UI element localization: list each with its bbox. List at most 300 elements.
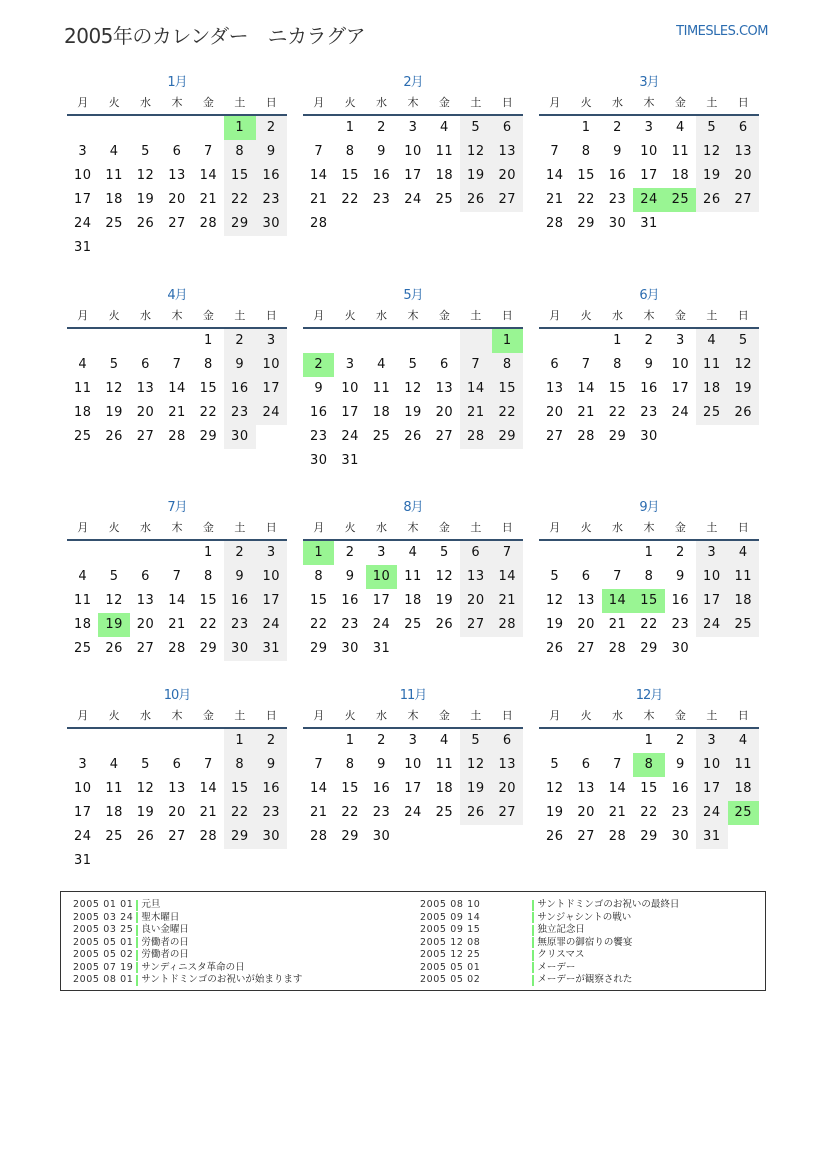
day-cell[interactable]: 3 bbox=[78, 757, 88, 772]
day-cell[interactable]: 6 bbox=[492, 729, 523, 753]
day-cell[interactable]: 4 bbox=[408, 545, 418, 560]
day-cell[interactable]: 20 bbox=[435, 405, 454, 420]
day-cell[interactable]: 5 bbox=[550, 569, 560, 584]
day-cell[interactable]: 17 bbox=[671, 381, 690, 396]
day-cell[interactable]: 1 bbox=[224, 729, 255, 753]
day-cell[interactable]: 17 bbox=[404, 168, 422, 183]
day-cell[interactable]: 30 bbox=[671, 829, 690, 844]
day-cell[interactable]: 3 bbox=[78, 144, 88, 159]
day-cell[interactable]: 27 bbox=[577, 641, 595, 656]
day-cell[interactable]: 25 bbox=[404, 617, 422, 632]
day-cell[interactable]: 25 bbox=[435, 192, 454, 207]
day-cell[interactable]: 11 bbox=[435, 757, 454, 772]
day-cell[interactable]: 16 bbox=[671, 593, 690, 608]
day-cell[interactable]: 4 bbox=[377, 357, 386, 372]
day-cell[interactable]: 27 bbox=[435, 429, 454, 444]
day-cell[interactable]: 19 bbox=[435, 593, 454, 608]
day-cell[interactable]: 14 bbox=[168, 593, 186, 608]
day-cell[interactable]: 27 bbox=[545, 429, 564, 444]
day-cell[interactable]: 26 bbox=[460, 801, 491, 825]
day-cell[interactable]: 27 bbox=[492, 801, 523, 825]
day-cell[interactable]: 12 bbox=[460, 140, 491, 164]
day-cell[interactable]: 27 bbox=[577, 829, 595, 844]
day-cell[interactable]: 9 bbox=[676, 757, 685, 772]
day-cell[interactable]: 28 bbox=[608, 829, 627, 844]
day-cell[interactable]: 6 bbox=[581, 757, 591, 772]
day-cell[interactable]: 22 bbox=[341, 192, 359, 207]
day-cell[interactable]: 13 bbox=[136, 593, 155, 608]
day-cell[interactable]: 13 bbox=[136, 381, 155, 396]
day-cell[interactable]: 7 bbox=[314, 144, 324, 159]
day-cell[interactable]: 8 bbox=[492, 353, 523, 377]
day-cell[interactable]: 5 bbox=[460, 116, 491, 140]
day-cell[interactable]: 23 bbox=[671, 617, 690, 632]
day-cell[interactable]: 20 bbox=[460, 589, 491, 613]
day-cell[interactable]: 15 bbox=[224, 164, 255, 188]
day-cell[interactable]: 30 bbox=[608, 216, 627, 231]
day-cell[interactable]: 12 bbox=[404, 381, 422, 396]
day-cell[interactable]: 1 bbox=[345, 120, 355, 135]
day-cell[interactable]: 19 bbox=[136, 192, 155, 207]
day-cell[interactable]: 25 bbox=[435, 805, 454, 820]
day-cell[interactable]: 28 bbox=[492, 613, 523, 637]
day-cell[interactable]: 7 bbox=[172, 569, 182, 584]
day-cell[interactable]: 30 bbox=[341, 641, 359, 656]
day-cell[interactable]: 24 bbox=[73, 829, 92, 844]
day-cell[interactable]: 10 bbox=[696, 565, 727, 589]
day-cell[interactable]: 3 bbox=[696, 729, 727, 753]
day-cell[interactable]: 27 bbox=[460, 613, 491, 637]
day-cell[interactable]: 18 bbox=[728, 589, 759, 613]
day-cell[interactable]: 13 bbox=[435, 381, 454, 396]
day-cell[interactable]: 21 bbox=[309, 192, 328, 207]
day-cell[interactable]: 18 bbox=[105, 805, 123, 820]
day-cell[interactable]: 26 bbox=[105, 641, 123, 656]
day-cell[interactable]: 4 bbox=[728, 541, 759, 565]
day-cell[interactable]: 26 bbox=[460, 188, 491, 212]
day-cell[interactable]: 21 bbox=[577, 405, 595, 420]
day-cell[interactable]: 28 bbox=[168, 641, 186, 656]
day-cell[interactable]: 22 bbox=[341, 805, 359, 820]
day-cell[interactable]: 31 bbox=[341, 453, 359, 468]
day-cell[interactable]: 4 bbox=[728, 729, 759, 753]
day-cell[interactable]: 21 bbox=[608, 805, 627, 820]
day-cell[interactable]: 17 bbox=[73, 192, 92, 207]
day-cell[interactable]: 22 bbox=[640, 617, 658, 632]
day-cell[interactable]: 15 bbox=[341, 168, 359, 183]
day-cell[interactable]: 8 bbox=[581, 144, 591, 159]
day-cell[interactable]: 2 bbox=[345, 545, 355, 560]
day-cell[interactable]: 24 bbox=[633, 188, 664, 212]
day-cell[interactable]: 28 bbox=[199, 216, 218, 231]
day-cell[interactable]: 4 bbox=[109, 757, 119, 772]
day-cell[interactable]: 8 bbox=[224, 753, 255, 777]
day-cell[interactable]: 6 bbox=[728, 116, 759, 140]
day-cell[interactable]: 12 bbox=[545, 781, 564, 796]
day-cell[interactable]: 21 bbox=[199, 805, 218, 820]
day-cell[interactable]: 8 bbox=[644, 569, 654, 584]
day-cell[interactable]: 5 bbox=[696, 116, 727, 140]
day-cell[interactable]: 18 bbox=[73, 617, 92, 632]
day-cell[interactable]: 15 bbox=[492, 377, 523, 401]
day-cell[interactable]: 5 bbox=[550, 757, 560, 772]
day-cell[interactable]: 15 bbox=[640, 781, 658, 796]
day-cell[interactable]: 3 bbox=[377, 545, 386, 560]
day-cell[interactable]: 25 bbox=[105, 829, 123, 844]
day-cell[interactable]: 28 bbox=[199, 829, 218, 844]
day-cell[interactable]: 25 bbox=[73, 641, 92, 656]
day-cell[interactable]: 19 bbox=[136, 805, 155, 820]
day-cell[interactable]: 10 bbox=[404, 144, 422, 159]
day-cell[interactable]: 2 bbox=[256, 729, 287, 753]
day-cell[interactable]: 3 bbox=[644, 120, 654, 135]
day-cell[interactable]: 31 bbox=[73, 240, 92, 255]
day-cell[interactable]: 20 bbox=[136, 617, 155, 632]
day-cell[interactable]: 17 bbox=[256, 377, 287, 401]
day-cell[interactable]: 19 bbox=[98, 613, 129, 637]
day-cell[interactable]: 6 bbox=[172, 144, 182, 159]
day-cell[interactable]: 9 bbox=[613, 144, 622, 159]
day-cell[interactable]: 28 bbox=[168, 429, 186, 444]
day-cell[interactable]: 16 bbox=[341, 593, 359, 608]
day-cell[interactable]: 29 bbox=[640, 641, 658, 656]
day-cell[interactable]: 11 bbox=[728, 565, 759, 589]
day-cell[interactable]: 7 bbox=[613, 757, 622, 772]
day-cell[interactable]: 24 bbox=[256, 401, 287, 425]
day-cell[interactable]: 23 bbox=[640, 405, 658, 420]
day-cell[interactable]: 19 bbox=[545, 805, 564, 820]
day-cell[interactable]: 23 bbox=[372, 192, 391, 207]
day-cell[interactable]: 28 bbox=[545, 216, 564, 231]
day-cell[interactable]: 1 bbox=[644, 545, 654, 560]
day-cell[interactable]: 26 bbox=[728, 401, 759, 425]
day-cell[interactable]: 1 bbox=[204, 333, 213, 348]
day-cell[interactable]: 16 bbox=[640, 381, 658, 396]
day-cell[interactable]: 18 bbox=[105, 192, 123, 207]
day-cell[interactable]: 18 bbox=[696, 377, 727, 401]
day-cell[interactable]: 5 bbox=[460, 729, 491, 753]
day-cell[interactable]: 28 bbox=[309, 829, 328, 844]
day-cell[interactable]: 24 bbox=[404, 192, 422, 207]
day-cell[interactable]: 23 bbox=[341, 617, 359, 632]
day-cell[interactable]: 21 bbox=[460, 401, 491, 425]
day-cell[interactable]: 1 bbox=[345, 733, 355, 748]
day-cell[interactable]: 23 bbox=[224, 401, 255, 425]
day-cell[interactable]: 12 bbox=[696, 140, 727, 164]
day-cell[interactable]: 9 bbox=[377, 144, 386, 159]
day-cell[interactable]: 9 bbox=[256, 753, 287, 777]
day-cell[interactable]: 6 bbox=[460, 541, 491, 565]
day-cell[interactable]: 19 bbox=[404, 405, 422, 420]
day-cell[interactable]: 13 bbox=[168, 781, 186, 796]
day-cell[interactable]: 1 bbox=[204, 545, 213, 560]
day-cell[interactable]: 28 bbox=[608, 641, 627, 656]
day-cell[interactable]: 21 bbox=[545, 192, 564, 207]
day-cell[interactable]: 1 bbox=[613, 333, 622, 348]
day-cell[interactable]: 12 bbox=[105, 381, 123, 396]
day-cell[interactable]: 30 bbox=[309, 453, 328, 468]
day-cell[interactable]: 7 bbox=[492, 541, 523, 565]
day-cell[interactable]: 30 bbox=[256, 825, 287, 849]
day-cell[interactable]: 30 bbox=[256, 212, 287, 236]
day-cell[interactable]: 12 bbox=[460, 753, 491, 777]
day-cell[interactable]: 15 bbox=[199, 381, 218, 396]
day-cell[interactable]: 24 bbox=[256, 613, 287, 637]
day-cell[interactable]: 12 bbox=[136, 168, 155, 183]
day-cell[interactable]: 26 bbox=[545, 641, 564, 656]
day-cell[interactable]: 31 bbox=[256, 637, 287, 661]
day-cell[interactable]: 18 bbox=[435, 781, 454, 796]
day-cell[interactable]: 26 bbox=[404, 429, 422, 444]
day-cell[interactable]: 9 bbox=[644, 357, 654, 372]
day-cell[interactable]: 8 bbox=[204, 569, 213, 584]
day-cell[interactable]: 14 bbox=[545, 168, 564, 183]
day-cell[interactable]: 20 bbox=[168, 805, 186, 820]
day-cell[interactable]: 22 bbox=[199, 617, 218, 632]
day-cell[interactable]: 20 bbox=[577, 805, 595, 820]
day-cell[interactable]: 1 bbox=[492, 329, 523, 353]
day-cell[interactable]: 22 bbox=[492, 401, 523, 425]
day-cell[interactable]: 10 bbox=[341, 381, 359, 396]
day-cell[interactable]: 17 bbox=[73, 805, 92, 820]
day-cell[interactable]: 19 bbox=[545, 617, 564, 632]
day-cell[interactable]: 11 bbox=[435, 144, 454, 159]
day-cell[interactable]: 18 bbox=[728, 777, 759, 801]
day-cell[interactable]: 22 bbox=[224, 188, 255, 212]
day-cell[interactable]: 19 bbox=[460, 777, 491, 801]
day-cell[interactable]: 2 bbox=[256, 116, 287, 140]
day-cell[interactable]: 15 bbox=[633, 589, 664, 613]
day-cell[interactable]: 16 bbox=[671, 781, 690, 796]
day-cell[interactable]: 7 bbox=[204, 757, 213, 772]
day-cell[interactable]: 2 bbox=[377, 733, 386, 748]
day-cell[interactable]: 31 bbox=[696, 825, 727, 849]
day-cell[interactable]: 10 bbox=[73, 168, 92, 183]
day-cell[interactable]: 2 bbox=[676, 545, 685, 560]
day-cell[interactable]: 15 bbox=[309, 593, 328, 608]
day-cell[interactable]: 16 bbox=[608, 168, 627, 183]
day-cell[interactable]: 26 bbox=[136, 216, 155, 231]
day-cell[interactable]: 23 bbox=[608, 192, 627, 207]
day-cell[interactable]: 24 bbox=[404, 805, 422, 820]
day-cell[interactable]: 11 bbox=[671, 144, 690, 159]
day-cell[interactable]: 10 bbox=[640, 144, 658, 159]
day-cell[interactable]: 4 bbox=[696, 329, 727, 353]
day-cell[interactable]: 14 bbox=[460, 377, 491, 401]
day-cell[interactable]: 14 bbox=[602, 589, 633, 613]
day-cell[interactable]: 14 bbox=[608, 781, 627, 796]
day-cell[interactable]: 2 bbox=[644, 333, 654, 348]
day-cell[interactable]: 26 bbox=[696, 188, 727, 212]
day-cell[interactable]: 5 bbox=[141, 144, 150, 159]
day-cell[interactable]: 6 bbox=[172, 757, 182, 772]
day-cell[interactable]: 17 bbox=[256, 589, 287, 613]
day-cell[interactable]: 20 bbox=[728, 164, 759, 188]
day-cell[interactable]: 13 bbox=[577, 593, 595, 608]
day-cell[interactable]: 6 bbox=[141, 357, 150, 372]
day-cell[interactable]: 7 bbox=[172, 357, 182, 372]
day-cell[interactable]: 16 bbox=[372, 781, 391, 796]
day-cell[interactable]: 14 bbox=[199, 781, 218, 796]
day-cell[interactable]: 14 bbox=[168, 381, 186, 396]
day-cell[interactable]: 29 bbox=[224, 212, 255, 236]
day-cell[interactable]: 5 bbox=[141, 757, 150, 772]
day-cell[interactable]: 2 bbox=[613, 120, 622, 135]
day-cell[interactable]: 7 bbox=[581, 357, 591, 372]
day-cell[interactable]: 27 bbox=[136, 429, 155, 444]
day-cell[interactable]: 25 bbox=[372, 429, 391, 444]
day-cell[interactable]: 21 bbox=[168, 617, 186, 632]
day-cell[interactable]: 20 bbox=[136, 405, 155, 420]
day-cell[interactable]: 3 bbox=[256, 329, 287, 353]
day-cell[interactable]: 25 bbox=[728, 801, 759, 825]
day-cell[interactable]: 12 bbox=[435, 569, 454, 584]
day-cell[interactable]: 10 bbox=[671, 357, 690, 372]
day-cell[interactable]: 6 bbox=[492, 116, 523, 140]
day-cell[interactable]: 10 bbox=[256, 353, 287, 377]
day-cell[interactable]: 21 bbox=[492, 589, 523, 613]
day-cell[interactable]: 24 bbox=[696, 801, 727, 825]
day-cell[interactable]: 13 bbox=[168, 168, 186, 183]
day-cell[interactable]: 29 bbox=[341, 829, 359, 844]
day-cell[interactable]: 10 bbox=[366, 565, 397, 589]
day-cell[interactable]: 13 bbox=[492, 140, 523, 164]
day-cell[interactable]: 29 bbox=[224, 825, 255, 849]
day-cell[interactable]: 5 bbox=[728, 329, 759, 353]
day-cell[interactable]: 28 bbox=[577, 429, 595, 444]
day-cell[interactable]: 14 bbox=[309, 781, 328, 796]
day-cell[interactable]: 29 bbox=[608, 429, 627, 444]
day-cell[interactable]: 19 bbox=[105, 405, 123, 420]
day-cell[interactable]: 11 bbox=[105, 168, 123, 183]
day-cell[interactable]: 20 bbox=[492, 164, 523, 188]
day-cell[interactable]: 16 bbox=[256, 164, 287, 188]
day-cell[interactable]: 21 bbox=[608, 617, 627, 632]
day-cell[interactable]: 6 bbox=[141, 569, 150, 584]
day-cell[interactable]: 26 bbox=[136, 829, 155, 844]
day-cell[interactable]: 23 bbox=[256, 188, 287, 212]
day-cell[interactable]: 12 bbox=[728, 353, 759, 377]
day-cell[interactable]: 14 bbox=[309, 168, 328, 183]
day-cell[interactable]: 4 bbox=[78, 569, 88, 584]
day-cell[interactable]: 17 bbox=[640, 168, 658, 183]
day-cell[interactable]: 31 bbox=[73, 853, 92, 868]
day-cell[interactable]: 12 bbox=[545, 593, 564, 608]
day-cell[interactable]: 30 bbox=[640, 429, 658, 444]
day-cell[interactable]: 22 bbox=[577, 192, 595, 207]
day-cell[interactable]: 4 bbox=[109, 144, 119, 159]
day-cell[interactable]: 17 bbox=[696, 589, 727, 613]
day-cell[interactable]: 1 bbox=[224, 116, 255, 140]
day-cell[interactable]: 18 bbox=[372, 405, 391, 420]
day-cell[interactable]: 16 bbox=[372, 168, 391, 183]
day-cell[interactable]: 24 bbox=[341, 429, 359, 444]
day-cell[interactable]: 10 bbox=[256, 565, 287, 589]
day-cell[interactable]: 8 bbox=[204, 357, 213, 372]
day-cell[interactable]: 11 bbox=[696, 353, 727, 377]
day-cell[interactable]: 13 bbox=[492, 753, 523, 777]
day-cell[interactable]: 23 bbox=[224, 613, 255, 637]
day-cell[interactable]: 19 bbox=[460, 164, 491, 188]
day-cell[interactable]: 9 bbox=[345, 569, 355, 584]
day-cell[interactable]: 27 bbox=[492, 188, 523, 212]
day-cell[interactable]: 10 bbox=[73, 781, 92, 796]
day-cell[interactable]: 8 bbox=[633, 753, 664, 777]
day-cell[interactable]: 2 bbox=[676, 733, 685, 748]
day-cell[interactable]: 2 bbox=[224, 541, 255, 565]
day-cell[interactable]: 22 bbox=[608, 405, 627, 420]
day-cell[interactable]: 7 bbox=[460, 353, 491, 377]
site-logo[interactable]: TIMESLES.COM bbox=[676, 24, 768, 39]
day-cell[interactable]: 7 bbox=[314, 757, 324, 772]
day-cell[interactable]: 19 bbox=[696, 164, 727, 188]
day-cell[interactable]: 20 bbox=[577, 617, 595, 632]
day-cell[interactable]: 5 bbox=[440, 545, 449, 560]
day-cell[interactable]: 16 bbox=[224, 377, 255, 401]
day-cell[interactable]: 23 bbox=[671, 805, 690, 820]
day-cell[interactable]: 13 bbox=[577, 781, 595, 796]
day-cell[interactable]: 28 bbox=[460, 425, 491, 449]
day-cell[interactable]: 11 bbox=[372, 381, 391, 396]
day-cell[interactable]: 20 bbox=[168, 192, 186, 207]
day-cell[interactable]: 16 bbox=[224, 589, 255, 613]
day-cell[interactable]: 15 bbox=[341, 781, 359, 796]
day-cell[interactable]: 3 bbox=[676, 333, 685, 348]
day-cell[interactable]: 9 bbox=[224, 565, 255, 589]
day-cell[interactable]: 27 bbox=[168, 216, 186, 231]
day-cell[interactable]: 18 bbox=[435, 168, 454, 183]
day-cell[interactable]: 26 bbox=[105, 429, 123, 444]
day-cell[interactable]: 29 bbox=[577, 216, 595, 231]
day-cell[interactable]: 17 bbox=[341, 405, 359, 420]
day-cell[interactable]: 21 bbox=[168, 405, 186, 420]
day-cell[interactable]: 30 bbox=[372, 829, 391, 844]
day-cell[interactable]: 5 bbox=[109, 357, 119, 372]
day-cell[interactable]: 6 bbox=[440, 357, 449, 372]
day-cell[interactable]: 21 bbox=[199, 192, 218, 207]
day-cell[interactable]: 3 bbox=[345, 357, 355, 372]
day-cell[interactable]: 20 bbox=[492, 777, 523, 801]
day-cell[interactable]: 8 bbox=[224, 140, 255, 164]
day-cell[interactable]: 24 bbox=[372, 617, 391, 632]
day-cell[interactable]: 16 bbox=[309, 405, 328, 420]
day-cell[interactable]: 31 bbox=[640, 216, 658, 231]
day-cell[interactable]: 15 bbox=[199, 593, 218, 608]
day-cell[interactable]: 27 bbox=[728, 188, 759, 212]
day-cell[interactable]: 7 bbox=[613, 569, 622, 584]
day-cell[interactable]: 26 bbox=[545, 829, 564, 844]
day-cell[interactable]: 2 bbox=[303, 353, 334, 377]
day-cell[interactable]: 1 bbox=[644, 733, 654, 748]
day-cell[interactable]: 29 bbox=[199, 641, 218, 656]
day-cell[interactable]: 25 bbox=[696, 401, 727, 425]
day-cell[interactable]: 26 bbox=[435, 617, 454, 632]
day-cell[interactable]: 11 bbox=[73, 593, 92, 608]
day-cell[interactable]: 14 bbox=[577, 381, 595, 396]
day-cell[interactable]: 8 bbox=[345, 757, 355, 772]
day-cell[interactable]: 30 bbox=[224, 637, 255, 661]
day-cell[interactable]: 3 bbox=[408, 733, 418, 748]
day-cell[interactable]: 9 bbox=[256, 140, 287, 164]
day-cell[interactable]: 8 bbox=[314, 569, 324, 584]
day-cell[interactable]: 7 bbox=[204, 144, 213, 159]
day-cell[interactable]: 8 bbox=[345, 144, 355, 159]
day-cell[interactable]: 29 bbox=[492, 425, 523, 449]
day-cell[interactable]: 24 bbox=[671, 405, 690, 420]
day-cell[interactable]: 17 bbox=[404, 781, 422, 796]
day-cell[interactable]: 11 bbox=[404, 569, 422, 584]
day-cell[interactable]: 21 bbox=[309, 805, 328, 820]
